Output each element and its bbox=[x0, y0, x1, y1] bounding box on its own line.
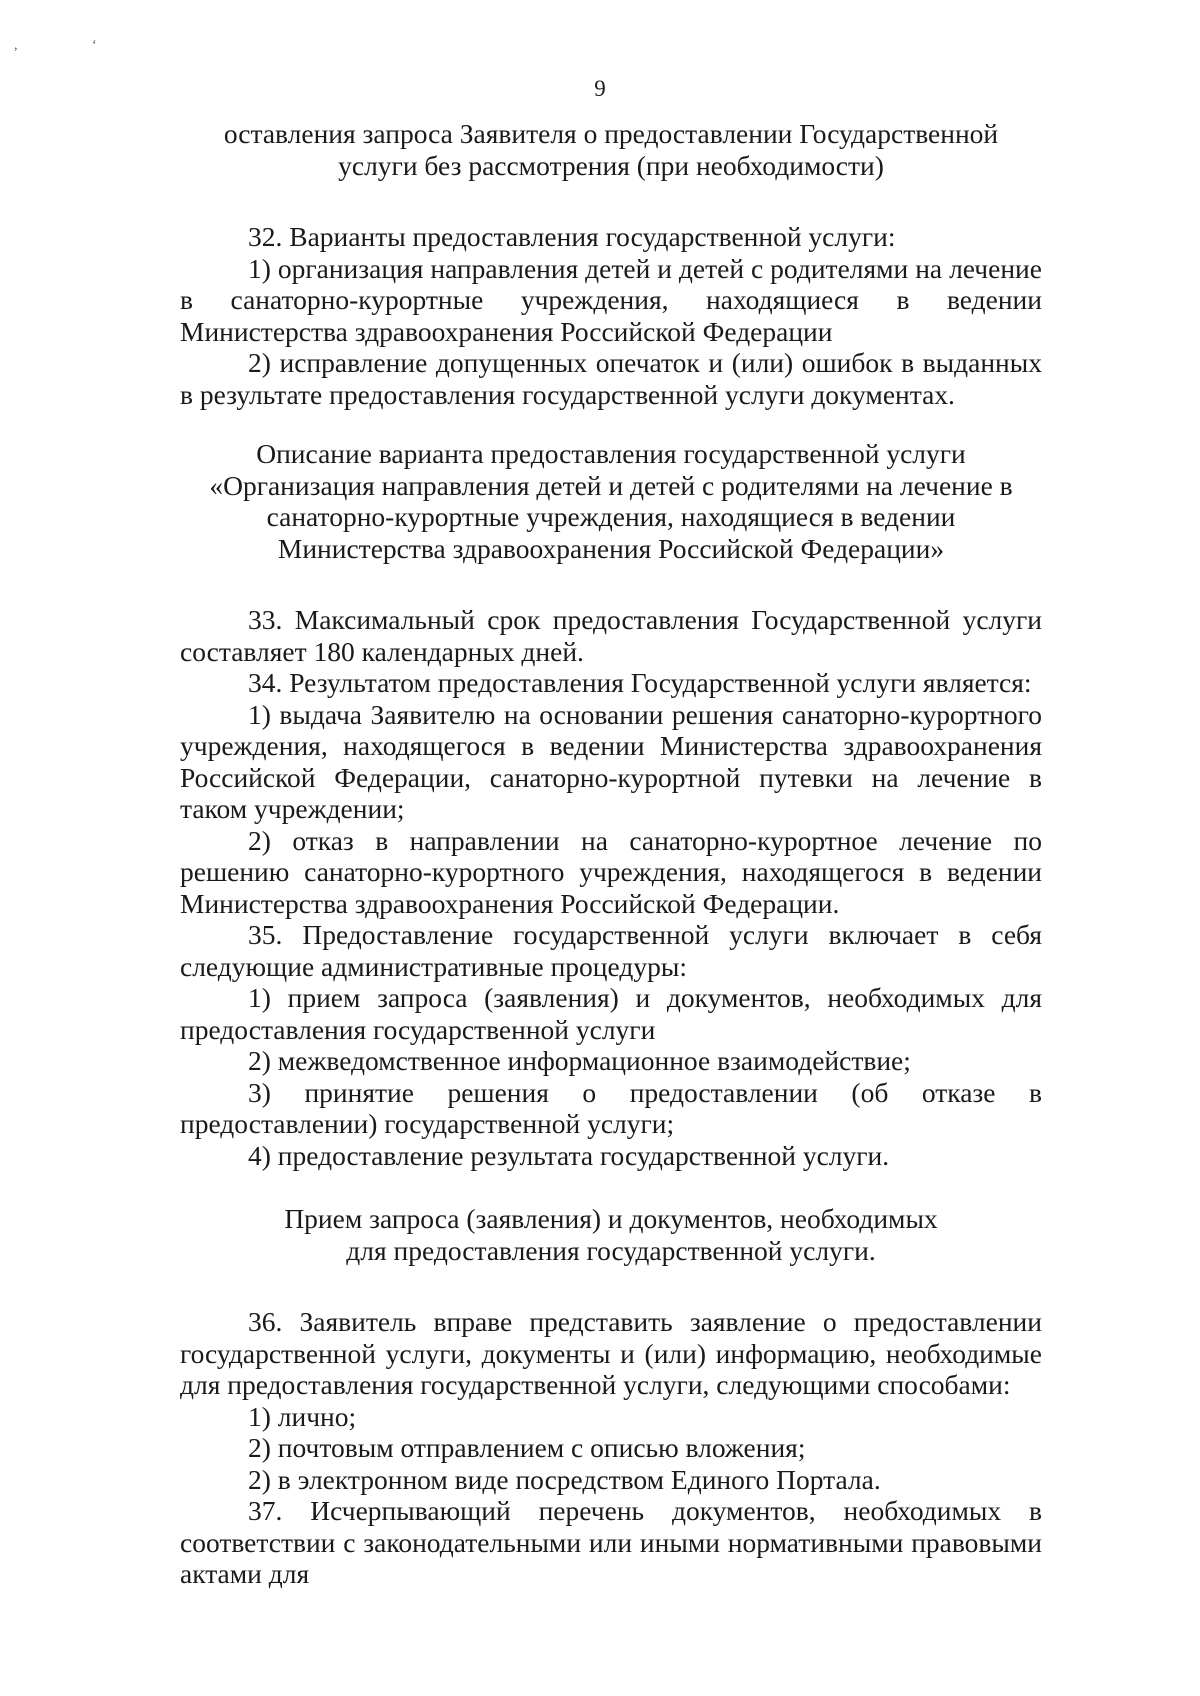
paragraph: 2) в электронном виде посредством Единого Портала. bbox=[248, 1463, 881, 1495]
section-title-line: для предоставления государственной услуги. bbox=[346, 1234, 876, 1266]
section-title-line: Прием запроса (заявления) и документов, необходимых bbox=[284, 1203, 938, 1234]
paragraph: 1) лично; bbox=[248, 1400, 357, 1432]
paragraph: 2) почтовым отправлением с описью вложения; bbox=[248, 1432, 806, 1463]
paragraph: 32. Варианты предоставления государственной услуги: bbox=[248, 221, 896, 252]
paragraph: 33. Максимальный срок предоставления Государственной услуги составляет 180 календарных дней. bbox=[180, 604, 1042, 667]
heading-continuation: оставления запроса Заявителя о предоставлении Государственной услуги без рассмотрения (при необходимости) bbox=[223, 118, 999, 181]
paragraph: 1) выдача Заявителю на основании решения санаторно-курортного учреждения, находящегося в ведении Министерства здравоохранения Российской Федерации, санаторно-курортной путевки на лечение в таком учреждении; bbox=[180, 698, 1042, 824]
page-number: 9 bbox=[594, 76, 606, 101]
paragraph: 37. Исчерпывающий перечень документов, необходимых в соответствии с законодательными или иными нормативными правовыми актами для bbox=[180, 1495, 1042, 1589]
paragraph: 3) принятие решения о предоставлении (об отказе в предоставлении) государственной услуги; bbox=[180, 1076, 1042, 1139]
paragraph: 2) исправление допущенных опечаток и (или) ошибок в выданных в результате предоставления государственной услуги документах. bbox=[180, 347, 1042, 410]
paragraph: 1) прием запроса (заявления) и документов, необходимых для предоставления государственной услуги bbox=[180, 982, 1042, 1045]
paragraph: 35. Предоставление государственной услуги включает в себя следующие административные процедуры: bbox=[180, 919, 1042, 982]
paragraph: 2) отказ в направлении на санаторно-курортное лечение по решению санаторно-курортного учреждения, находящегося в ведении Министерства здравоохранения Российской Федерации. bbox=[180, 824, 1042, 919]
paragraph: 1) организация направления детей и детей с родителями на лечение в санаторно-курортные учреждения, находящиеся в ведении Министерства здравоохранения Российской Федерации bbox=[180, 252, 1042, 347]
scan-speck: ʻ bbox=[92, 38, 97, 53]
section-title-line: «Организация направления детей и детей с родителями на лечение в санаторно-курортные учреждения, находящиеся в ведении Министерства здравоохранения Российской Федерации» bbox=[209, 469, 1013, 564]
paragraph: 4) предоставление результата государственной услуги. bbox=[248, 1139, 890, 1171]
scan-speck: , bbox=[14, 38, 18, 53]
document-body bbox=[180, 118, 1042, 1590]
paragraph: 36. Заявитель вправе представить заявление о предоставлении государственной услуги, документы и (или) информацию, необходимые для предоставления государственной услуги, следующими способами: bbox=[180, 1306, 1042, 1400]
paragraph: 34. Результатом предоставления Государственной услуги является: bbox=[248, 667, 1032, 698]
paragraph: 2) межведомственное информационное взаимодействие; bbox=[248, 1045, 911, 1076]
section-title-line: Описание варианта предоставления государственной услуги bbox=[256, 438, 966, 469]
